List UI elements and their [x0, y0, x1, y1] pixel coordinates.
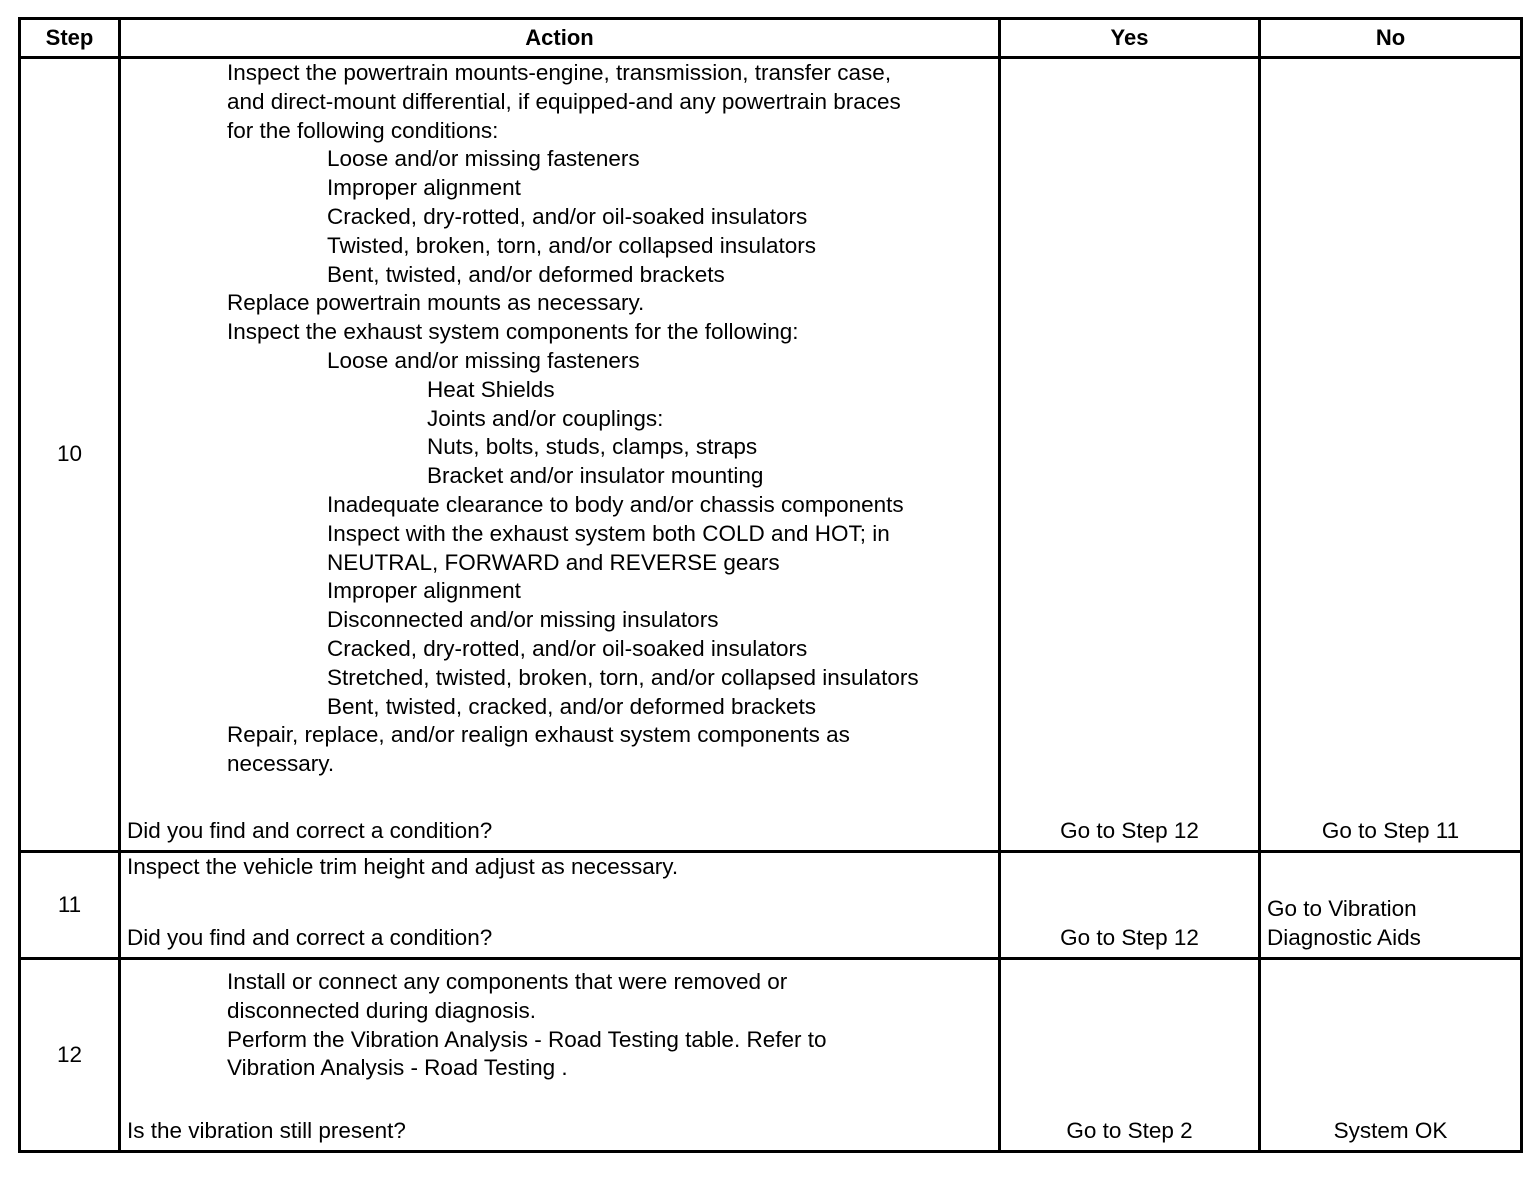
- action-line: Nuts, bolts, studs, clamps, straps: [427, 434, 758, 460]
- question-text: Did you find and correct a condition?: [127, 925, 493, 951]
- action-line: Inadequate clearance to body and/or chassis components: [327, 491, 904, 517]
- no-cell: [1260, 852, 1522, 959]
- action-cell: [120, 959, 1000, 1152]
- action-line: Vibration Analysis - Road Testing .: [227, 1055, 568, 1081]
- step-number: 10: [20, 58, 120, 852]
- action-line: Improper alignment: [327, 578, 521, 604]
- table-row: [20, 852, 1522, 959]
- step-number: 12: [20, 959, 120, 1152]
- action-line: and direct-mount differential, if equipped-and any powertrain braces: [227, 88, 901, 114]
- action-cell: [120, 58, 1000, 852]
- no-link-line: Go to Vibration: [1267, 896, 1417, 922]
- action-lines: [121, 853, 998, 882]
- no-cell: [1260, 959, 1522, 1152]
- action-line: Loose and/or missing fasteners: [327, 347, 640, 373]
- action-line: Cracked, dry-rotted, and/or oil-soaked insulators: [327, 203, 808, 229]
- no-link-line: Diagnostic Aids: [1267, 925, 1421, 951]
- question-text: Is the vibration still present?: [127, 1118, 406, 1144]
- question-text: Did you find and correct a condition?: [127, 818, 493, 844]
- header-no: No: [1260, 19, 1522, 58]
- yes-cell: [1000, 58, 1260, 852]
- header-action: Action: [120, 19, 1000, 58]
- action-line: Twisted, broken, torn, and/or collapsed insulators: [327, 232, 817, 258]
- action-line: Install or connect any components that were removed or: [227, 969, 788, 994]
- yes-cell: [1000, 852, 1260, 959]
- no-cell: [1260, 58, 1522, 852]
- action-line: Bracket and/or insulator mounting: [427, 463, 764, 489]
- action-line: Inspect the powertrain mounts-engine, transmission, transfer case,: [227, 60, 892, 85]
- action-line: Inspect the vehicle trim height and adjust as necessary.: [127, 854, 679, 879]
- header-row: [20, 19, 1522, 58]
- action-line: NEUTRAL, FORWARD and REVERSE gears: [327, 549, 780, 575]
- action-line: necessary.: [227, 751, 335, 777]
- header-step: Step: [20, 19, 120, 58]
- yes-link[interactable]: Go to Step 12: [1060, 925, 1199, 951]
- table-row: [20, 959, 1522, 1152]
- action-line: Bent, twisted, cracked, and/or deformed brackets: [327, 693, 816, 719]
- action-line: Inspect with the exhaust system both COLD and HOT; in: [327, 520, 890, 546]
- no-link[interactable]: [1267, 895, 1421, 953]
- action-line: Cracked, dry-rotted, and/or oil-soaked insulators: [327, 635, 808, 661]
- action-line: Perform the Vibration Analysis - Road Testing table. Refer to: [227, 1026, 827, 1052]
- no-link[interactable]: System OK: [1333, 1118, 1448, 1144]
- action-line: Replace powertrain mounts as necessary.: [227, 290, 645, 316]
- no-link[interactable]: Go to Step 11: [1321, 818, 1460, 844]
- yes-link[interactable]: Go to Step 2: [1066, 1118, 1193, 1144]
- action-line: Joints and/or couplings:: [427, 405, 664, 431]
- header-yes: Yes: [1000, 19, 1260, 58]
- diagnostic-table: [18, 17, 1523, 1153]
- action-line: disconnected during diagnosis.: [227, 997, 536, 1023]
- action-line: for the following conditions:: [227, 117, 499, 143]
- action-line: Bent, twisted, and/or deformed brackets: [327, 261, 725, 287]
- yes-link[interactable]: Go to Step 12: [1060, 818, 1199, 844]
- action-line: Disconnected and/or missing insulators: [327, 607, 719, 633]
- action-lines: [121, 59, 998, 779]
- table-row: [20, 58, 1522, 852]
- action-lines: [121, 968, 998, 1083]
- action-line: Loose and/or missing fasteners: [327, 146, 640, 172]
- action-cell: [120, 852, 1000, 959]
- action-line: Heat Shields: [427, 376, 555, 402]
- yes-cell: [1000, 959, 1260, 1152]
- action-line: Inspect the exhaust system components for the following:: [227, 319, 799, 345]
- action-line: Stretched, twisted, broken, torn, and/or collapsed insulators: [327, 664, 919, 690]
- action-line: Repair, replace, and/or realign exhaust system components as: [227, 722, 850, 748]
- action-line: Improper alignment: [327, 175, 521, 201]
- step-number: 11: [20, 852, 120, 959]
